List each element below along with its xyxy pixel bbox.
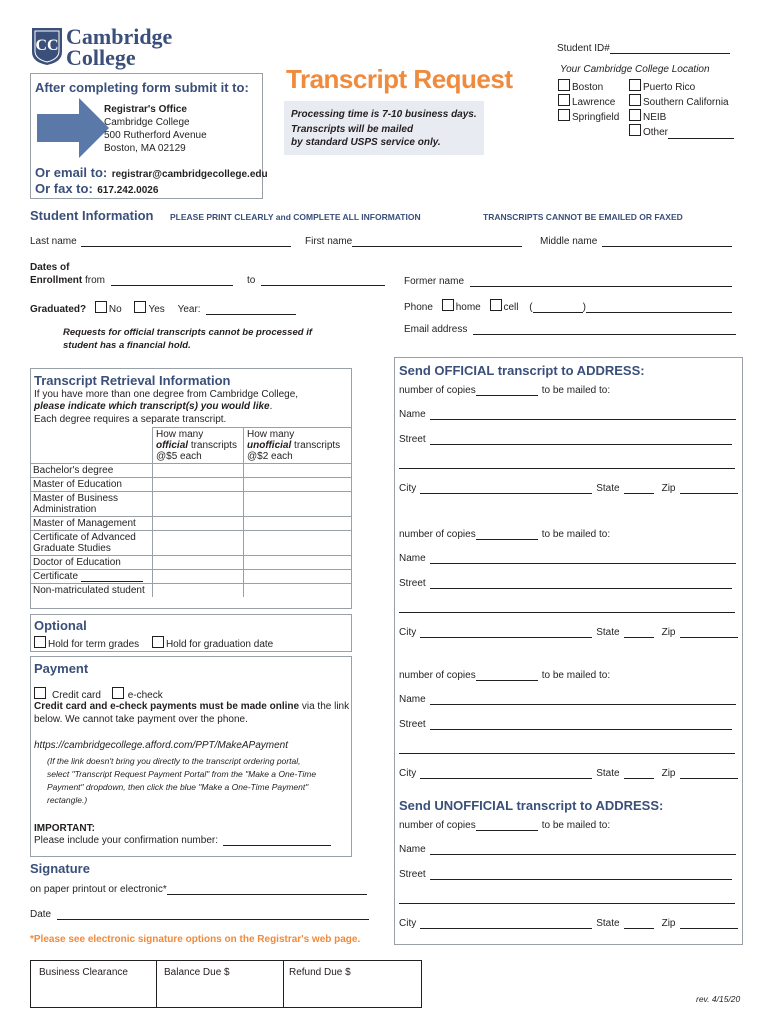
middle-name-field[interactable]: Middle name: [540, 236, 732, 247]
table-row: Master of Management: [30, 517, 351, 531]
submit-heading: After completing form submit it to:: [35, 80, 249, 95]
credit-card-checkbox[interactable]: [34, 687, 46, 699]
year-field[interactable]: [206, 304, 296, 315]
official-address-title: Send OFFICIAL transcript to ADDRESS:: [399, 363, 645, 378]
recipient-name-field[interactable]: Name: [399, 409, 736, 420]
enrollment-from-field[interactable]: Enrollment from: [30, 275, 233, 286]
business-clearance-cell[interactable]: Business Clearance: [39, 967, 128, 978]
checkbox[interactable]: [629, 94, 641, 106]
degree-table: [30, 427, 351, 597]
signature-field[interactable]: on paper printout or electronic*: [30, 884, 367, 895]
e-signature-note: *Please see electronic signature options on the Registrar's web page.: [30, 934, 361, 945]
phone-home-checkbox[interactable]: [442, 299, 454, 311]
location-option[interactable]: Puerto Rico: [629, 79, 734, 94]
e-check-checkbox[interactable]: [112, 687, 124, 699]
copies-field[interactable]: number of copies to be mailed to:: [399, 529, 611, 540]
email-line: Or email to: registrar@cambridgecollege.edu: [35, 165, 268, 180]
arrow-right-icon: [37, 98, 109, 158]
enrollment-to-field[interactable]: to: [247, 275, 385, 286]
address-line-2-field[interactable]: [399, 612, 735, 613]
checkbox[interactable]: [558, 79, 570, 91]
recipient-name-field[interactable]: Name: [399, 694, 736, 705]
refund-due-cell[interactable]: Refund Due $: [289, 967, 351, 978]
table-row: Doctor of Education: [30, 556, 351, 570]
financial-hold-note-2: student has a financial hold.: [63, 340, 191, 351]
location-col-2: [629, 79, 734, 139]
college-logo: [30, 24, 173, 70]
city-state-zip-field[interactable]: City State Zip: [399, 918, 738, 929]
table-row: Certificate of Advanced Graduate Studies: [30, 531, 351, 556]
unofficial-column-header: How many unofficial transcripts @$2 each: [244, 428, 352, 464]
checkbox[interactable]: [629, 109, 641, 121]
first-name-field[interactable]: First name: [305, 236, 522, 247]
graduated-yes-checkbox[interactable]: [134, 301, 146, 313]
student-id-field[interactable]: Student ID#: [557, 43, 730, 54]
signature-title: Signature: [30, 861, 90, 876]
payment-link[interactable]: https://cambridgecollege.afford.com/PPT/MakeAPayment: [34, 740, 289, 751]
location-option[interactable]: Other: [629, 124, 734, 139]
optional-title: Optional: [34, 618, 87, 633]
phone-field: Phone home cell ( ): [404, 299, 732, 313]
street-field[interactable]: Street: [399, 578, 732, 589]
street-field[interactable]: Street: [399, 719, 732, 730]
student-info-title: Student Information: [30, 208, 154, 223]
balance-due-cell[interactable]: Balance Due $: [164, 967, 230, 978]
confirmation-number-field[interactable]: Please include your confirmation number:: [34, 835, 331, 846]
checkbox[interactable]: [629, 124, 641, 136]
phone-cell-checkbox[interactable]: [490, 299, 502, 311]
payment-title: Payment: [34, 661, 89, 676]
address-box: [394, 357, 743, 945]
location-option[interactable]: Southern California: [629, 94, 734, 109]
submit-box: [30, 73, 268, 199]
copies-field[interactable]: number of copies to be mailed to:: [399, 670, 611, 681]
address-line-3: Boston, MA 02129: [104, 143, 186, 154]
table-row: Master of Education: [30, 478, 351, 492]
checkbox[interactable]: [558, 94, 570, 106]
table-row: Bachelor's degree: [30, 464, 351, 478]
svg-text:CC: CC: [35, 37, 59, 54]
city-state-zip-field[interactable]: City State Zip: [399, 768, 738, 779]
location-option[interactable]: Springfield: [558, 109, 619, 124]
table-row: Certificate: [30, 570, 351, 584]
college-seal-icon: [30, 26, 64, 66]
hold-term-grades-checkbox[interactable]: [34, 636, 46, 648]
registrar-office: Registrar's Office: [104, 104, 187, 115]
phone-number-line[interactable]: [586, 302, 732, 313]
graduated-no-checkbox[interactable]: [95, 301, 107, 313]
office-use-table: [30, 960, 422, 1008]
optional-box: Optional Hold for term grades Hold for graduation date: [30, 614, 352, 652]
address-line-2: 500 Rutherford Avenue: [104, 130, 207, 141]
recipient-name-field[interactable]: Name: [399, 553, 736, 564]
recipient-name-field[interactable]: Name: [399, 844, 736, 855]
transcript-retrieval-box: Transcript Retrieval Information If you have more than one degree from Cambridge College, please indicate which transcript(s) you would like. Each degree requires a separate transcript. How many official transcripts @$5 each How many unofficial transcripts @$2 each Bachelor's degree Master of Education Master of Business Administration Master of Management Certificate of Advanced Graduate Studies Doctor of Education Certificate Non-matriculated student: [30, 368, 352, 609]
location-option[interactable]: NEIB: [629, 109, 734, 124]
hold-graduation-checkbox[interactable]: [152, 636, 164, 648]
street-field[interactable]: Street: [399, 434, 732, 445]
address-line-1: Cambridge College: [104, 117, 190, 128]
financial-hold-note-1: Requests for official transcripts cannot be processed if: [63, 327, 312, 338]
retrieval-title: Transcript Retrieval Information: [34, 373, 231, 388]
print-clearly-note: PLEASE PRINT CLEARLY and COMPLETE ALL INFORMATION: [170, 212, 421, 222]
official-column-header: How many official transcripts @$5 each: [153, 428, 244, 464]
graduated-field: Graduated? No Yes Year:: [30, 301, 296, 315]
table-row: Master of Business Administration: [30, 492, 351, 517]
unofficial-address-title: Send UNOFFICIAL transcript to ADDRESS:: [399, 798, 664, 813]
location-heading: Your Cambridge College Location: [560, 64, 710, 75]
logo-line-1: Cambridge: [66, 24, 173, 49]
location-option[interactable]: Boston: [558, 79, 619, 94]
checkbox[interactable]: [629, 79, 641, 91]
copies-field[interactable]: number of copies to be mailed to:: [399, 820, 611, 831]
checkbox[interactable]: [558, 109, 570, 121]
street-field[interactable]: Street: [399, 869, 732, 880]
table-row: Non-matriculated student: [30, 584, 351, 598]
location-option[interactable]: Lawrence: [558, 94, 619, 109]
fax-value: 617.242.0026: [97, 185, 159, 196]
revision-date: rev. 4/15/20: [696, 994, 741, 1004]
address-line-2-field[interactable]: [399, 903, 735, 904]
city-state-zip-field[interactable]: City State Zip: [399, 627, 738, 638]
email-value: registrar@cambridgecollege.edu: [111, 169, 268, 180]
former-name-field[interactable]: Former name: [404, 276, 732, 287]
processing-box: Processing time is 7-10 business days. Transcripts will be mailed by standard USPS service only.: [284, 101, 484, 155]
email-address-field[interactable]: Email address: [404, 324, 736, 335]
date-field[interactable]: Date: [30, 909, 369, 920]
copies-field[interactable]: number of copies to be mailed to:: [399, 385, 611, 396]
no-email-note: TRANSCRIPTS CANNOT BE EMAILED OR FAXED: [483, 212, 683, 222]
fax-line: Or fax to: 617.242.0026: [35, 181, 159, 196]
dates-label-1: Dates of: [30, 262, 70, 273]
page-title: Transcript Request: [286, 64, 513, 94]
logo-line-2: College: [66, 45, 136, 70]
location-col-1: [558, 79, 619, 124]
last-name-field[interactable]: Last name: [30, 236, 291, 247]
address-line-2-field[interactable]: [399, 468, 735, 469]
payment-box: Payment Credit card e-check Credit card and e-check payments must be made online via the link below. We cannot take payment over the phone. https://cambridgecollege.afford.com/PPT/MakeAPayment (If the link doesn't bring you directly to the transcript ordering portal, select "Transcript Request Payment Portal" from the "Make a One-Time Payment" dropdown, then click the blue "Make a One-Time Payment" rectangle.) IMPORTANT: Please include your confirmation number:: [30, 656, 352, 857]
city-state-zip-field[interactable]: City State Zip: [399, 483, 738, 494]
address-line-2-field[interactable]: [399, 753, 735, 754]
